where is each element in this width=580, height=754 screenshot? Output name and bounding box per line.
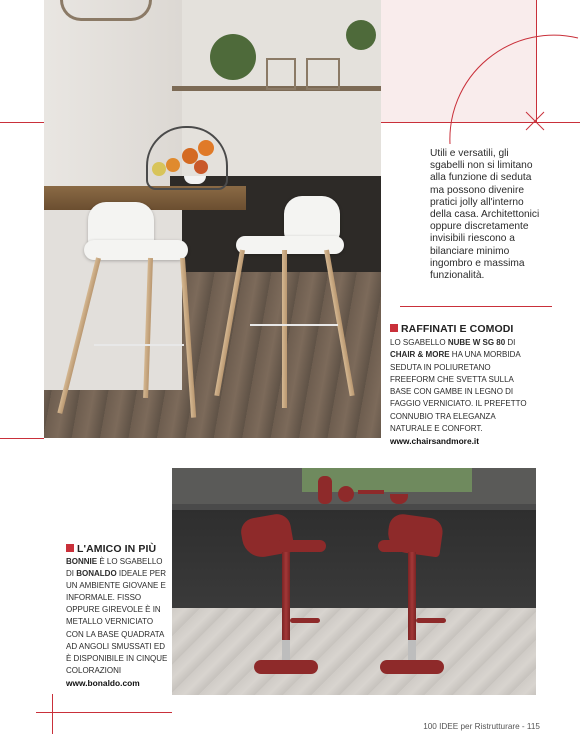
- intro-paragraph: Utili e versatili, gli sgabelli non si limitano alla funzione di seduta ma possono divenire pratici jolly all'interno della casa. Architettonici oppure discretamente invisibili riescono a bilanciare minimo ingombro e massima funzionalità.: [430, 148, 540, 282]
- brand-name: BONALDO: [76, 569, 117, 579]
- bonaldo-link[interactable]: www.bonaldo.com: [66, 677, 140, 688]
- product-name: BONNIE: [66, 557, 98, 566]
- red-vase: [318, 476, 332, 504]
- decor-line: [36, 712, 172, 713]
- red-stool-2-chrome-ring: [408, 640, 416, 662]
- brand-name: CHAIR & MORE: [390, 350, 450, 360]
- raffinati-body: LO SGABELLO NUBE W SG 80 DI CHAIR & MORE HA UNA MORBIDA SEDUTA IN POLIURETANO FREEFORM CHE SVETTA SULLA BASE CON GAMBE IN LEGNO DI FAGGIO VERNICIATO. IL PREFETTO CONNUBIO TRA ELEGANZA NATURALE E CONFORT. www.chairsandmore.it: [390, 338, 527, 447]
- shelf-plant: [346, 20, 376, 50]
- photo-white-stools: [44, 0, 381, 438]
- red-stool-1-chrome-ring: [282, 640, 290, 662]
- dark-kitchen-counter: [172, 508, 536, 608]
- red-bowl: [338, 486, 354, 502]
- page-footer: 100 IDEE per Ristrutturare - 115: [423, 722, 540, 731]
- decor-line: [400, 306, 552, 307]
- raffinati-heading: [390, 323, 513, 335]
- amico-title: L'AMICO IN PIÙ: [77, 543, 157, 555]
- counter-top: [172, 504, 536, 510]
- red-cake-stand: [358, 490, 384, 494]
- fruit: [166, 158, 180, 172]
- decor-line: [52, 694, 53, 734]
- fruit: [198, 140, 214, 156]
- stool-1-seat: [84, 240, 188, 260]
- stool-1-footrest: [94, 344, 184, 346]
- decor-arc: [440, 26, 580, 156]
- decor-line: [0, 122, 44, 123]
- red-square-icon: [66, 544, 74, 552]
- photo-red-stools: [172, 468, 536, 695]
- product-name: NUBE W SG 80: [447, 338, 506, 347]
- amico-heading: [66, 543, 156, 555]
- fruit: [152, 162, 166, 176]
- stool-2-footrest: [250, 324, 338, 326]
- red-stool-1-seat-front: [276, 540, 326, 552]
- herringbone-floor: [172, 608, 536, 695]
- red-stool-1-base: [254, 660, 318, 674]
- chairsandmore-link[interactable]: www.chairsandmore.it: [390, 436, 480, 447]
- shelf-box: [306, 58, 340, 90]
- shelf-box: [266, 58, 296, 90]
- hanging-plant: [210, 34, 256, 80]
- red-stool-2-seat-front: [378, 540, 428, 552]
- red-stool-2-footrest: [416, 618, 446, 623]
- red-stool-1-footrest: [290, 618, 320, 623]
- mirror-frame: [60, 0, 152, 21]
- stool-2-leg: [282, 250, 287, 408]
- decor-line: [0, 438, 44, 439]
- red-stool-2-base: [380, 660, 444, 674]
- red-square-icon: [390, 324, 398, 332]
- amico-body: BONNIE È LO SGABELLO DI BONALDO IDEALE PER UN AMBIENTE GIOVANE E INFORMALE. FISSO OPPURE GIREVOLE È IN METALLO VERNICIATO CON LA BASE QUADRATA AD ANGOLI SMUSSATI ED È DISPONIBILE IN CINQUE COLORAZIONI www.bonaldo.com: [66, 557, 168, 688]
- fruit: [194, 160, 208, 174]
- raffinati-title: RAFFINATI E COMODI: [401, 323, 514, 335]
